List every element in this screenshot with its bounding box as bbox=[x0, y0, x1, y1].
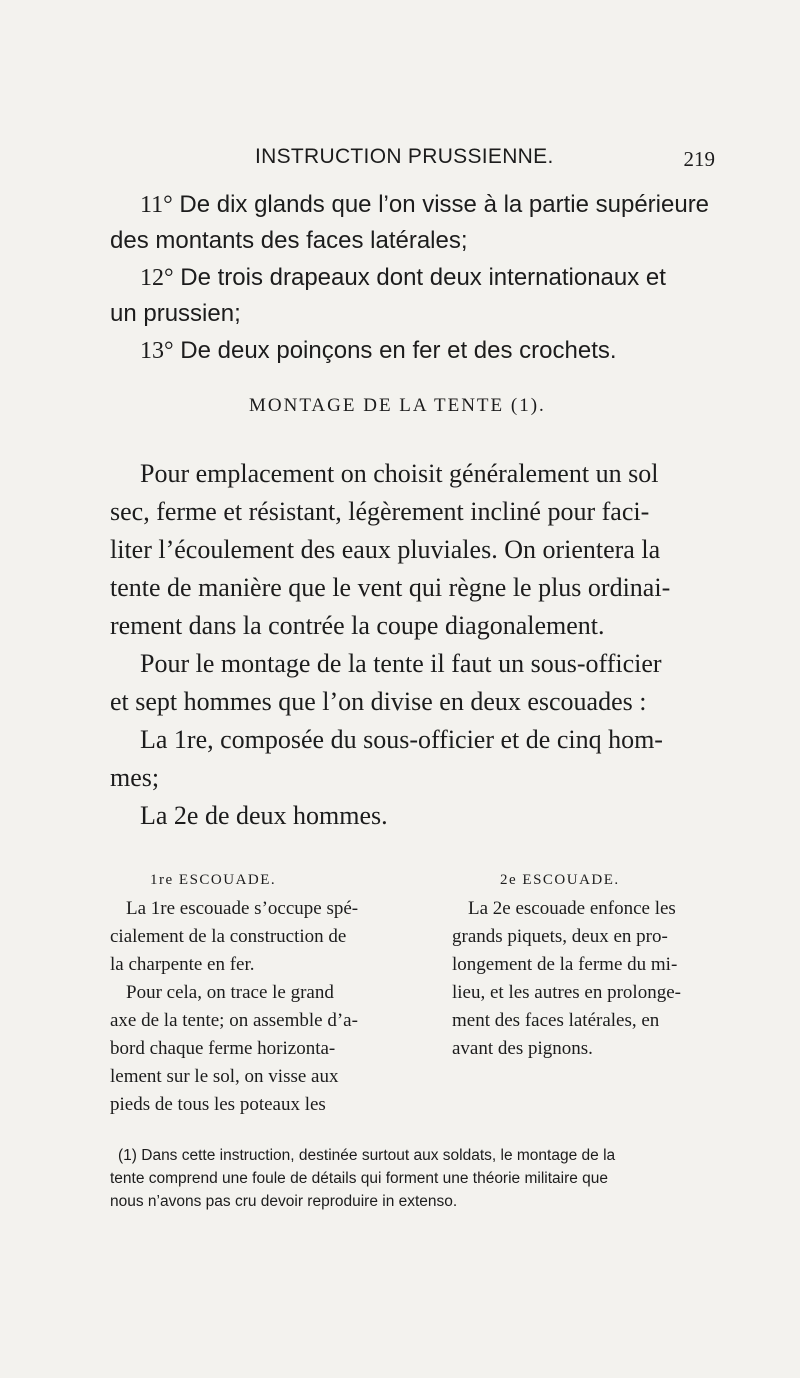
left-column-line: bord chaque ferme horizonta- bbox=[110, 1038, 336, 1059]
list-item-number: 13° bbox=[140, 338, 174, 364]
list-item-text: De deux poinçons en fer et des crochets. bbox=[180, 337, 617, 364]
body-line: sec, ferme et résistant, légèrement incliné pour faci- bbox=[110, 497, 650, 526]
left-column-line: axe de la tente; on assemble d’a- bbox=[110, 1010, 358, 1031]
page-number: 219 bbox=[683, 147, 715, 171]
footnote-line: tente comprend une foule de détails qui forment une théorie militaire que bbox=[110, 1170, 609, 1187]
left-column-line: la charpente en fer. bbox=[110, 954, 255, 975]
list-item-text: De dix glands que l’on visse à la partie supérieure bbox=[179, 191, 710, 218]
list-item bbox=[140, 193, 709, 217]
right-column-line: La 2e escouade enfonce les bbox=[468, 898, 676, 919]
right-column-line: longement de la ferme du mi- bbox=[452, 954, 678, 975]
left-column-line: La 1re escouade s’occupe spé- bbox=[126, 898, 359, 919]
body-line: mes; bbox=[110, 763, 160, 792]
footnote-line: (1) Dans cette instruction, destinée surtout aux soldats, le montage de la bbox=[118, 1147, 616, 1164]
right-column-line: grands piquets, deux en pro- bbox=[452, 926, 668, 947]
right-column-line: ment des faces latérales, en bbox=[452, 1010, 660, 1031]
list-item bbox=[140, 266, 666, 290]
list-item-continuation: un prussien; bbox=[110, 300, 241, 327]
left-column-line: pieds de tous les poteaux les bbox=[110, 1094, 326, 1115]
right-column-line: avant des pignons. bbox=[452, 1038, 593, 1059]
left-column-line: cialement de la construction de bbox=[110, 926, 347, 947]
right-column-title: 2e ESCOUADE. bbox=[500, 872, 620, 888]
running-header: INSTRUCTION PRUSSIENNE. bbox=[255, 145, 554, 168]
list-item-number: 12° bbox=[140, 265, 174, 291]
body-line: La 1re, composée du sous-officier et de cinq hom- bbox=[140, 725, 663, 754]
list-item-number: 11° bbox=[140, 192, 173, 218]
list-item-continuation: des montants des faces latérales; bbox=[110, 227, 468, 254]
body-line: Pour le montage de la tente il faut un sous-officier bbox=[140, 649, 662, 678]
list-item-text: De trois drapeaux dont deux internationaux et bbox=[180, 264, 666, 291]
section-title: MONTAGE DE LA TENTE (1). bbox=[249, 395, 546, 416]
left-column-line: Pour cela, on trace le grand bbox=[126, 982, 334, 1003]
body-line: liter l’écoulement des eaux pluviales. On orientera la bbox=[110, 535, 661, 564]
body-line: tente de manière que le vent qui règne le plus ordinai- bbox=[110, 573, 671, 602]
left-column-line: lement sur le sol, on visse aux bbox=[110, 1066, 339, 1087]
list-item bbox=[140, 339, 617, 363]
footnote-line: nous n’avons pas cru devoir reproduire in extenso. bbox=[110, 1193, 458, 1210]
body-line: et sept hommes que l’on divise en deux escouades : bbox=[110, 687, 647, 716]
left-column-title: 1re ESCOUADE. bbox=[150, 872, 277, 888]
right-column-line: lieu, et les autres en prolonge- bbox=[452, 982, 681, 1003]
body-line: rement dans la contrée la coupe diagonalement. bbox=[110, 611, 605, 640]
body-line: Pour emplacement on choisit généralement un sol bbox=[140, 459, 659, 488]
body-line: La 2e de deux hommes. bbox=[140, 801, 388, 830]
